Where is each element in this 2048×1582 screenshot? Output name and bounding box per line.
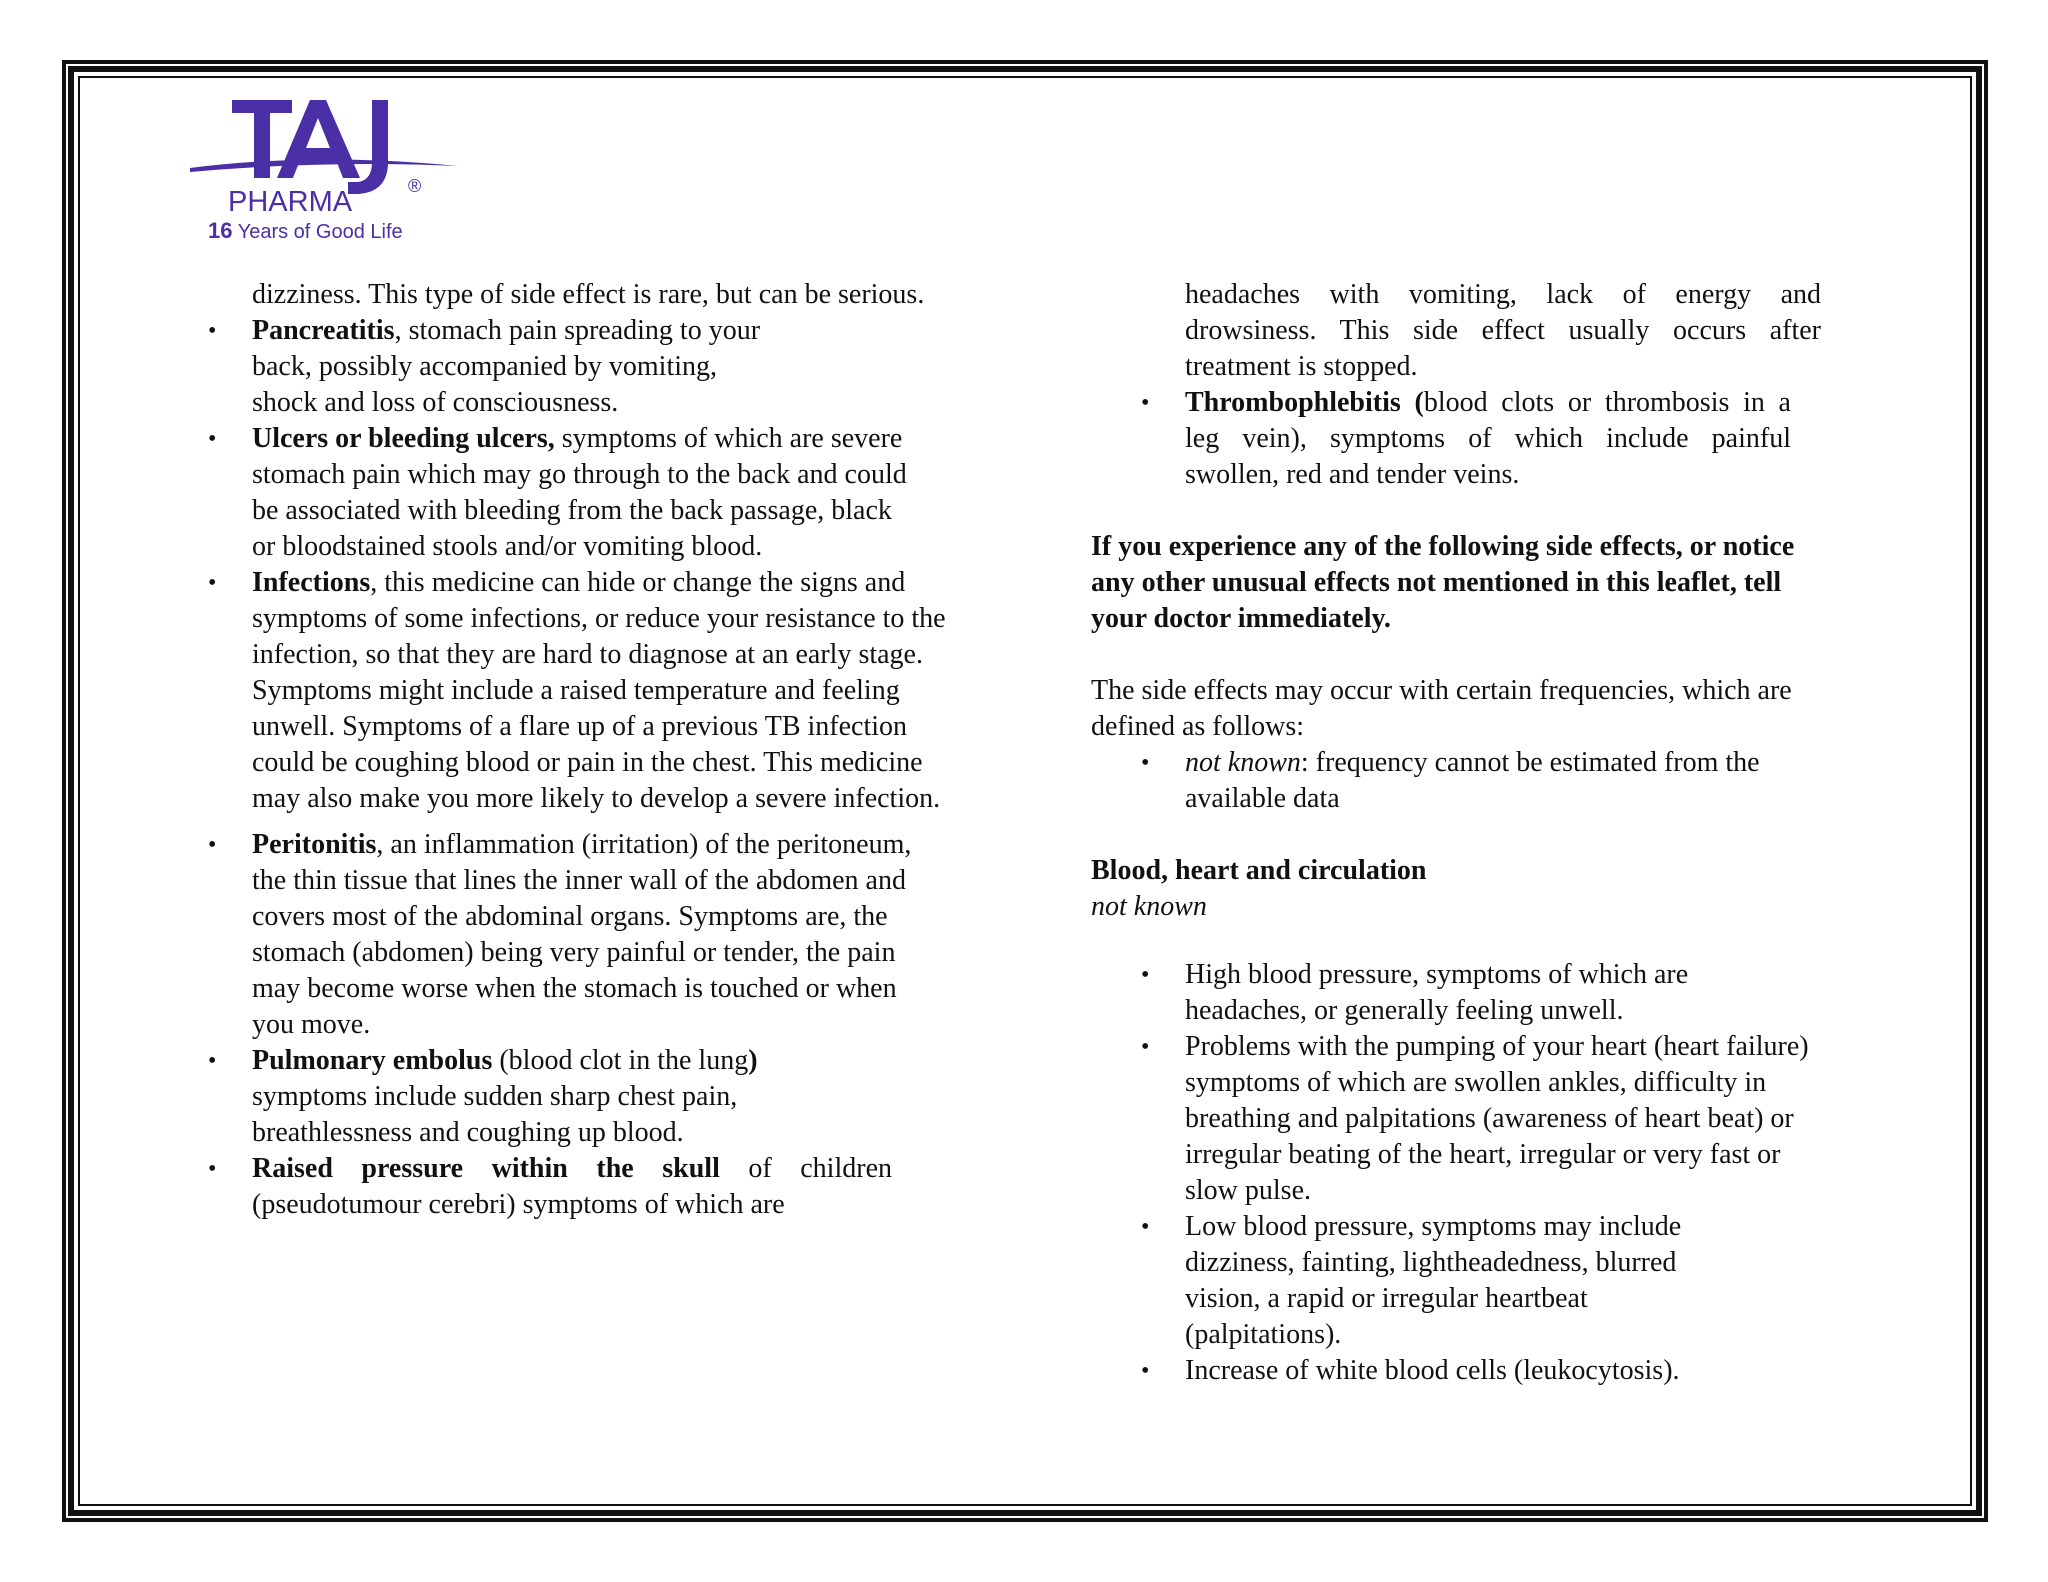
item-term: not known xyxy=(1185,747,1301,778)
list-item xyxy=(1141,1353,1821,1389)
item-term-open: ( xyxy=(1400,387,1424,418)
list-item xyxy=(1141,957,1745,1029)
item-term: Peritonitis xyxy=(252,829,377,860)
list-item xyxy=(1141,1209,1745,1353)
item-term: Raised pressure within the skull xyxy=(252,1153,720,1184)
item-text: blood clots or thrombosis in a leg vein), symptoms of which include painful swollen, red and tender veins. xyxy=(1185,387,1791,490)
continuation-text: headaches with vomiting, lack of energy and drowsiness. This side effect usually occurs after treatment is stopped. xyxy=(1185,279,1821,382)
item-term: Thrombophlebitis xyxy=(1185,387,1401,418)
item-text: : frequency cannot be estimated from the available data xyxy=(1185,747,1760,814)
list-item xyxy=(208,565,962,817)
item-text: Problems with the pumping of your heart (heart failure) symptoms of which are swollen ankles, difficulty in breathing and palpitations (awareness of heart beat) or irregular beating of the heart, irregular or very fast or slow pulse. xyxy=(1185,1031,1809,1206)
company-logo xyxy=(186,96,468,246)
frequency-intro: The side effects may occur with certain frequencies, which are defined as follows: xyxy=(1091,675,1792,742)
right-column xyxy=(1091,277,1821,1389)
bullet-icon: • xyxy=(1141,1214,1150,1240)
item-text: High blood pressure, symptoms of which are headaches, or generally feeling unwell. xyxy=(1185,959,1689,1026)
bullet-icon: • xyxy=(208,1156,217,1182)
registered-mark: ® xyxy=(408,176,422,196)
item-text: , stomach pain spreading to your back, possibly accompanied by vomiting, shock and loss of consciousness. xyxy=(252,315,761,418)
list-item xyxy=(1141,1029,1821,1209)
bullet-icon: • xyxy=(208,426,217,452)
bullet-icon: • xyxy=(1141,1034,1150,1060)
bullet-icon: • xyxy=(208,570,217,596)
item-text-cont: symptoms include sudden sharp chest pain, breathlessness and coughing up blood. xyxy=(252,1081,738,1148)
item-term: Pancreatitis xyxy=(252,315,395,346)
item-text: (blood clot in the lung xyxy=(492,1045,749,1076)
item-term-close: ) xyxy=(748,1045,758,1076)
tagline-text: Years of Good Life xyxy=(237,221,403,243)
logo-pharma-text: PHARMA xyxy=(228,186,353,218)
section-frequency: not known xyxy=(1091,891,1207,922)
bullet-icon: • xyxy=(1141,962,1150,988)
item-term: Infections xyxy=(252,567,371,598)
item-text: , an inflammation (irritation) of the peritoneum, the thin tissue that lines the inner wall of the abdomen and covers most of the abdominal organs. Symptoms are, the stomach (abdomen) being very painful or tender, the pain may become worse when the stomach is touched or when you move. xyxy=(252,829,912,1040)
bullet-icon: • xyxy=(208,318,217,344)
logo-tagline xyxy=(208,218,403,244)
continuation-text: dizziness. This type of side effect is rare, but can be serious. xyxy=(252,279,925,310)
warning-text: If you experience any of the following side effects, or notice any other unusual effects not mentioned in this leaflet, tell your doctor immediately. xyxy=(1091,531,1795,634)
item-text: symptoms of which are severe stomach pain which may go through to the back and could be associated with bleeding from the back passage, black or bloodstained stools and/or vomiting blood. xyxy=(252,423,907,562)
bullet-icon: • xyxy=(208,832,217,858)
list-item xyxy=(1141,385,1791,493)
item-term: Pulmonary embolus xyxy=(252,1045,493,1076)
bullet-icon: • xyxy=(1141,750,1150,776)
list-item xyxy=(208,1151,892,1223)
bullet-icon: • xyxy=(1141,1358,1150,1384)
left-column xyxy=(208,277,962,1223)
list-item xyxy=(208,313,772,421)
bullet-icon: • xyxy=(208,1048,217,1074)
bullet-icon: • xyxy=(1141,390,1150,416)
list-item xyxy=(208,1043,852,1151)
item-term: Ulcers or bleeding ulcers, xyxy=(252,423,555,454)
list-item xyxy=(1141,745,1821,817)
item-text: of children (pseudotumour cerebri) symptoms of which are xyxy=(252,1153,892,1220)
list-item xyxy=(208,421,912,565)
list-item xyxy=(208,827,942,1043)
item-text: , this medicine can hide or change the signs and symptoms of some infections, or reduce your resistance to the infection, so that they are hard to diagnose at an early stage. Symptoms might include a raised temperature and feeling unwell. Symptoms of a flare up of a previous TB infection could be coughing blood or pain in the chest. This medicine may also make you more likely to develop a severe infection. xyxy=(252,567,946,814)
item-text: Increase of white blood cells (leukocytosis). xyxy=(1185,1355,1680,1386)
tagline-number: 16 xyxy=(208,218,233,243)
section-heading: Blood, heart and circulation xyxy=(1091,855,1427,886)
item-text: Low blood pressure, symptoms may include dizziness, fainting, lightheadedness, blurred vision, a rapid or irregular heartbeat (palpitations). xyxy=(1185,1211,1682,1350)
